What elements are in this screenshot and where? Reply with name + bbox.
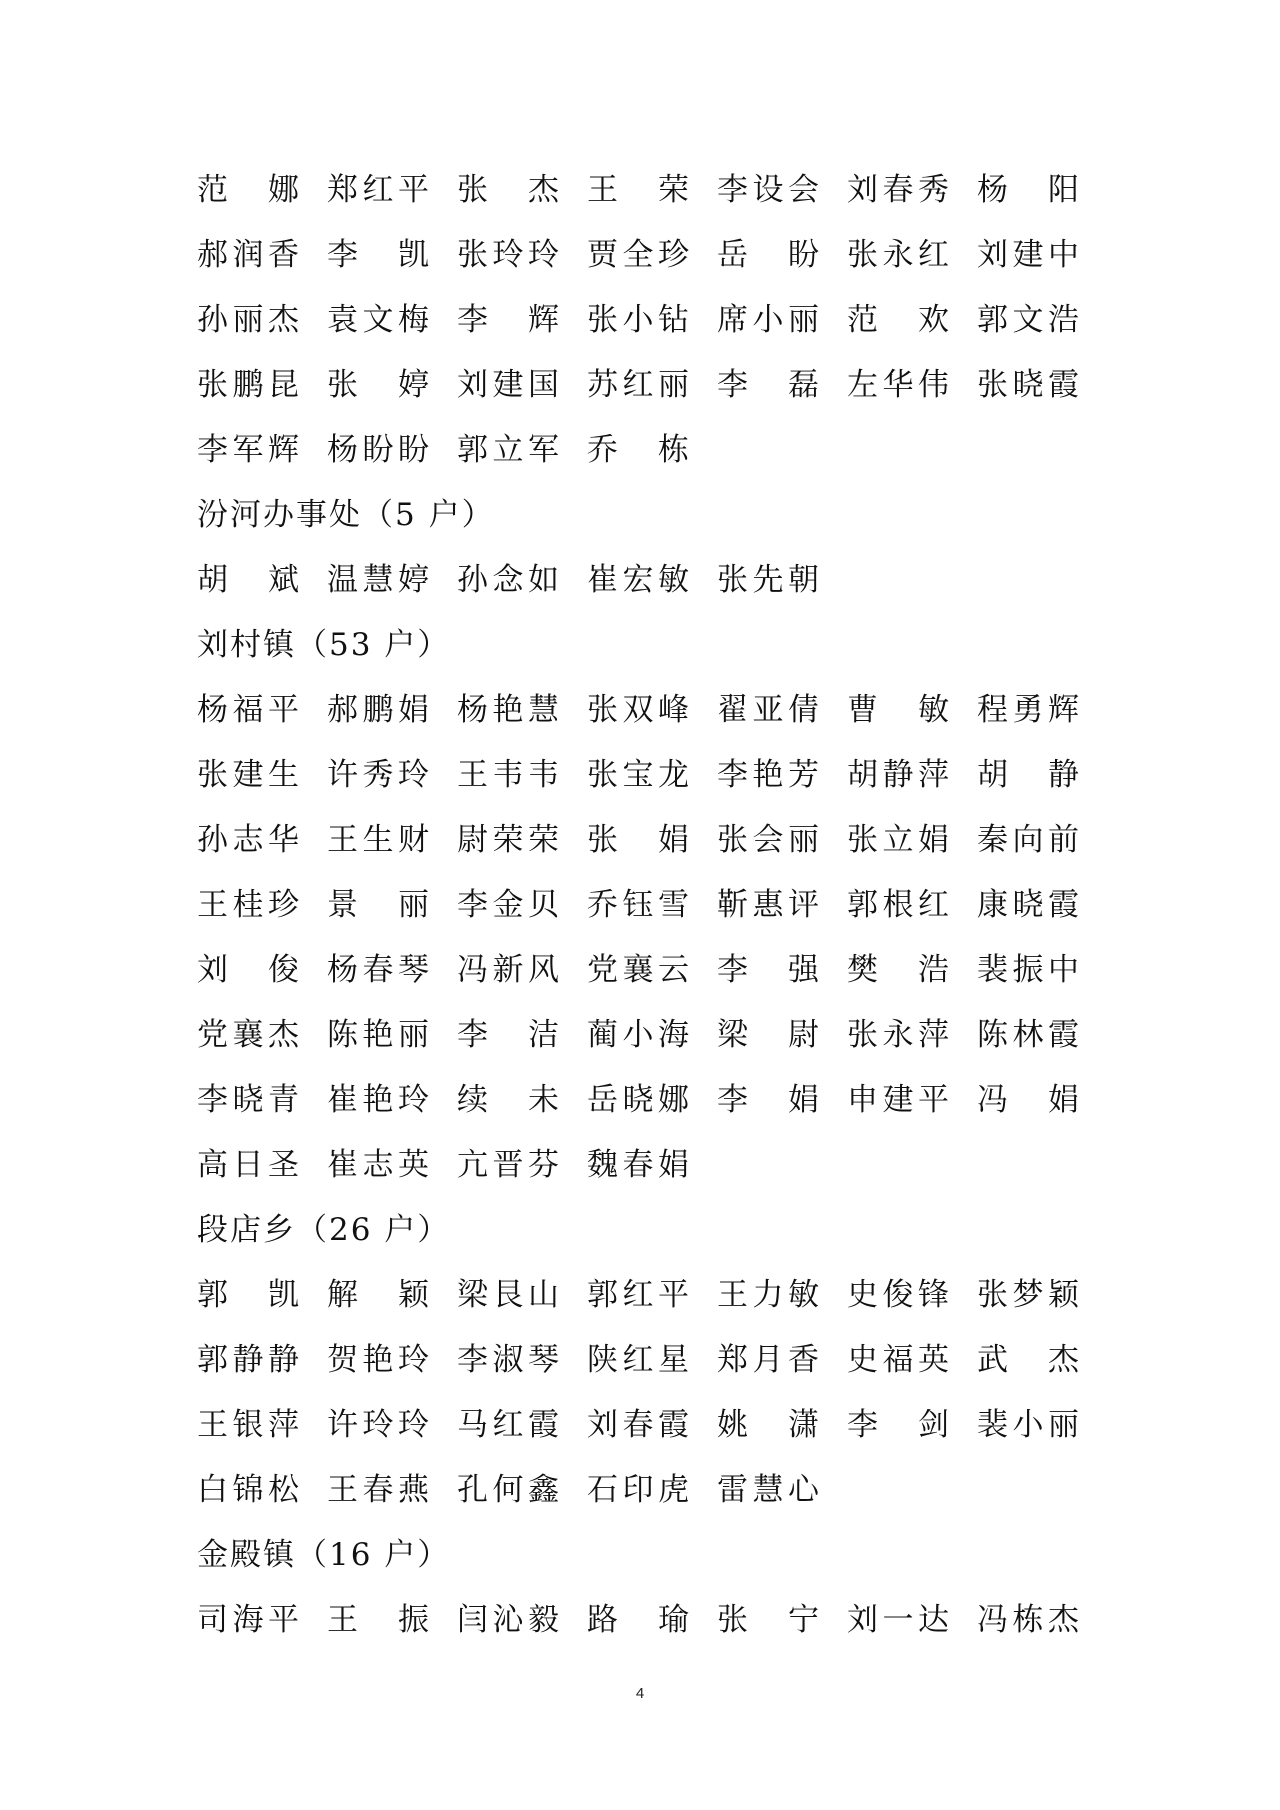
person-name: 袁 文 梅: [327, 302, 429, 338]
person-name: 尉 荣 荣: [457, 822, 559, 858]
person-name: 胡 静 萍: [847, 757, 949, 793]
name-row: [197, 938, 1097, 1003]
name-row: [197, 678, 1097, 743]
person-name: 张 小 钻: [587, 302, 689, 338]
person-name: 路 瑜: [587, 1602, 689, 1638]
person-name: 刘 俊: [197, 952, 299, 988]
person-name: 刘 春 霞: [587, 1407, 689, 1443]
name-row: [197, 1393, 1097, 1458]
person-name: 郭 立 军: [457, 432, 559, 468]
person-name: 郑 月 香: [717, 1342, 819, 1378]
person-name: 张 娟: [587, 822, 689, 858]
person-name: 贾 全 珍: [587, 237, 689, 273]
page-number: 4: [635, 1685, 645, 1702]
person-name: 岳 盼: [717, 237, 819, 273]
person-name: 王 银 萍: [197, 1407, 299, 1443]
person-name: 王 桂 珍: [197, 887, 299, 923]
person-name: 解 颖: [327, 1277, 429, 1313]
person-name: 杨 艳 慧: [457, 692, 559, 728]
person-name: 张 梦 颖: [977, 1277, 1079, 1313]
name-row: [197, 1068, 1097, 1133]
person-name: 郭 文 浩: [977, 302, 1079, 338]
person-name: 张 永 红: [847, 237, 949, 273]
person-name: 武 杰: [977, 1342, 1079, 1378]
name-row: [197, 873, 1097, 938]
person-name: 李 娟: [717, 1082, 819, 1118]
person-name: 范 娜: [197, 172, 299, 208]
person-name: 冯 栋 杰: [977, 1602, 1079, 1638]
person-name: 张 建 生: [197, 757, 299, 793]
person-name: 李 淑 琴: [457, 1342, 559, 1378]
person-name: 曹 敏: [847, 692, 949, 728]
person-name: 王 生 财: [327, 822, 429, 858]
person-name: 崔 志 英: [327, 1147, 429, 1183]
person-name: 崔 宏 敏: [587, 562, 689, 598]
person-name: 郝 鹏 娟: [327, 692, 429, 728]
person-name: 樊 浩: [847, 952, 949, 988]
person-name: 史 福 英: [847, 1342, 949, 1378]
person-name: 郝 润 香: [197, 237, 299, 273]
name-row: [197, 418, 1097, 483]
person-name: 党 襄 云: [587, 952, 689, 988]
person-name: 张 立 娟: [847, 822, 949, 858]
person-name: 胡 静: [977, 757, 1079, 793]
person-name: 孙 志 华: [197, 822, 299, 858]
person-name: 崔 艳 玲: [327, 1082, 429, 1118]
person-name: 秦 向 前: [977, 822, 1079, 858]
person-name: 孙 念 如: [457, 562, 559, 598]
person-name: 李 洁: [457, 1017, 559, 1053]
person-name: 张 双 峰: [587, 692, 689, 728]
person-name: 李 凯: [327, 237, 429, 273]
person-name: 杨 福 平: [197, 692, 299, 728]
person-name: 郭 红 平: [587, 1277, 689, 1313]
person-name: 靳 惠 评: [717, 887, 819, 923]
name-list: [197, 158, 1097, 1653]
name-row: [197, 1003, 1097, 1068]
section-title-text: 段店乡（26 户）: [197, 1212, 451, 1248]
person-name: 李 强: [717, 952, 819, 988]
person-name: 康 晓 霞: [977, 887, 1079, 923]
person-name: 杨 阳: [977, 172, 1079, 208]
name-row: [197, 743, 1097, 808]
section-title: [197, 1198, 1097, 1263]
person-name: 刘 春 秀: [847, 172, 949, 208]
person-name: 冯 娟: [977, 1082, 1079, 1118]
person-name: 刘 一 达: [847, 1602, 949, 1638]
person-name: 张 晓 霞: [977, 367, 1079, 403]
person-name: 张 会 丽: [717, 822, 819, 858]
person-name: 乔 栋: [587, 432, 689, 468]
person-name: 范 欢: [847, 302, 949, 338]
person-name: 陈 艳 丽: [327, 1017, 429, 1053]
person-name: 苏 红 丽: [587, 367, 689, 403]
section-title-text: 汾河办事处（5 户）: [197, 497, 495, 533]
person-name: 亢 晋 芬: [457, 1147, 559, 1183]
person-name: 乔 钰 雪: [587, 887, 689, 923]
person-name: 张 永 萍: [847, 1017, 949, 1053]
person-name: 王 韦 韦: [457, 757, 559, 793]
person-name: 陕 红 星: [587, 1342, 689, 1378]
person-name: 杨 春 琴: [327, 952, 429, 988]
person-name: 裴 振 中: [977, 952, 1079, 988]
person-name: 魏 春 娟: [587, 1147, 689, 1183]
name-row: [197, 223, 1097, 288]
person-name: 冯 新 风: [457, 952, 559, 988]
name-row: [197, 1328, 1097, 1393]
person-name: 景 丽: [327, 887, 429, 923]
person-name: 闫 沁 毅: [457, 1602, 559, 1638]
section-title: [197, 613, 1097, 678]
person-name: 裴 小 丽: [977, 1407, 1079, 1443]
person-name: 王 荣: [587, 172, 689, 208]
person-name: 杨 盼 盼: [327, 432, 429, 468]
person-name: 王 春 燕: [327, 1472, 429, 1508]
name-row: [197, 1588, 1097, 1653]
person-name: 张 先 朝: [717, 562, 819, 598]
person-name: 蔺 小 海: [587, 1017, 689, 1053]
person-name: 梁 艮 山: [457, 1277, 559, 1313]
person-name: 左 华 伟: [847, 367, 949, 403]
person-name: 续 未: [457, 1082, 559, 1118]
person-name: 李 艳 芳: [717, 757, 819, 793]
person-name: 王 振: [327, 1602, 429, 1638]
section-title: [197, 483, 1097, 548]
person-name: 张 婷: [327, 367, 429, 403]
person-name: 李 剑: [847, 1407, 949, 1443]
person-name: 刘 建 国: [457, 367, 559, 403]
person-name: 刘 建 中: [977, 237, 1079, 273]
person-name: 张 杰: [457, 172, 559, 208]
person-name: 李 磊: [717, 367, 819, 403]
name-row: [197, 288, 1097, 353]
person-name: 郭 静 静: [197, 1342, 299, 1378]
person-name: 张 宁: [717, 1602, 819, 1638]
person-name: 申 建 平: [847, 1082, 949, 1118]
person-name: 李 军 辉: [197, 432, 299, 468]
person-name: 孙 丽 杰: [197, 302, 299, 338]
person-name: 白 锦 松: [197, 1472, 299, 1508]
person-name: 温 慧 婷: [327, 562, 429, 598]
person-name: 李 晓 青: [197, 1082, 299, 1118]
person-name: 雷 慧 心: [717, 1472, 819, 1508]
name-row: [197, 548, 1097, 613]
person-name: 岳 晓 娜: [587, 1082, 689, 1118]
person-name: 席 小 丽: [717, 302, 819, 338]
person-name: 郭 根 红: [847, 887, 949, 923]
person-name: 贺 艳 玲: [327, 1342, 429, 1378]
person-name: 李 设 会: [717, 172, 819, 208]
person-name: 孔 何 鑫: [457, 1472, 559, 1508]
name-row: [197, 158, 1097, 223]
person-name: 许 秀 玲: [327, 757, 429, 793]
person-name: 石 印 虎: [587, 1472, 689, 1508]
section-title-text: 金殿镇（16 户）: [197, 1537, 451, 1573]
person-name: 李 辉: [457, 302, 559, 338]
person-name: 党 襄 杰: [197, 1017, 299, 1053]
person-name: 李 金 贝: [457, 887, 559, 923]
person-name: 司 海 平: [197, 1602, 299, 1638]
section-title-text: 刘村镇（53 户）: [197, 627, 451, 663]
name-row: [197, 353, 1097, 418]
name-row: [197, 1458, 1097, 1523]
person-name: 姚 潇: [717, 1407, 819, 1443]
person-name: 程 勇 辉: [977, 692, 1079, 728]
name-row: [197, 1263, 1097, 1328]
person-name: 郑 红 平: [327, 172, 429, 208]
person-name: 翟 亚 倩: [717, 692, 819, 728]
name-row: [197, 808, 1097, 873]
person-name: 陈 林 霞: [977, 1017, 1079, 1053]
person-name: 胡 斌: [197, 562, 299, 598]
name-row: [197, 1133, 1097, 1198]
person-name: 张 玲 玲: [457, 237, 559, 273]
person-name: 许 玲 玲: [327, 1407, 429, 1443]
person-name: 张 宝 龙: [587, 757, 689, 793]
person-name: 郭 凯: [197, 1277, 299, 1313]
person-name: 马 红 霞: [457, 1407, 559, 1443]
person-name: 梁 尉: [717, 1017, 819, 1053]
person-name: 张 鹏 昆: [197, 367, 299, 403]
person-name: 高 日 圣: [197, 1147, 299, 1183]
person-name: 史 俊 锋: [847, 1277, 949, 1313]
person-name: 王 力 敏: [717, 1277, 819, 1313]
section-title: [197, 1523, 1097, 1588]
